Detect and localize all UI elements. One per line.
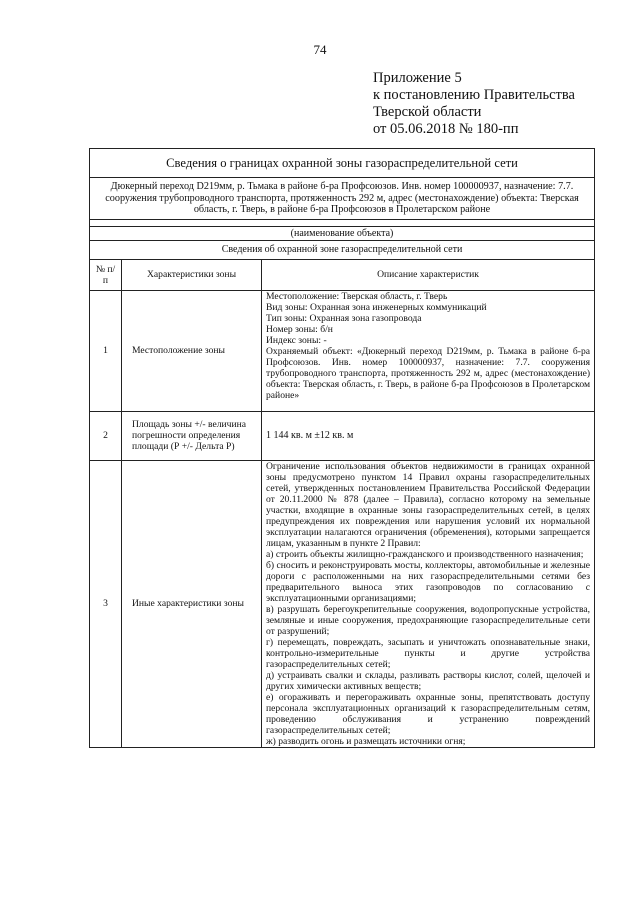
object-description: Дюкерный переход D219мм, р. Тьмака в районе б-ра Профсоюзов. Инв. номер 100000937, назначение: 7.7. сооружения трубопроводного транспорта, протяженность 292 м, адрес (местонахождение) объекта: Тверская область, г. Тверь, в районе б-ра Профсоюзов в Пролетарском районе <box>90 178 595 220</box>
column-header-description: Описание характеристик <box>262 259 595 290</box>
table-row <box>90 411 595 460</box>
row-number: 3 <box>90 460 122 747</box>
description-line: Индекс зоны: - <box>266 334 327 346</box>
appendix-line: Приложение 5 <box>373 70 462 86</box>
zone-info-header: Сведения об охранной зоне газораспределительной сети <box>90 240 595 259</box>
description-line: е) огораживать и перегораживать охранные зоны, препятствовать доступу персонала эксплуатационных организаций к газораспределительным сетям, проведению обслуживания и устранению повреждений газораспределительных сетей; <box>266 691 591 736</box>
object-caption: (наименование объекта) <box>90 226 595 240</box>
appendix-line: Тверской области <box>373 104 482 120</box>
description-line: Местоположение: Тверская область, г. Тверь <box>266 290 448 302</box>
description-line: Ограничение использования объектов недвижимости в границах охранной зоны предусмотрено пунктом 14 Правил охраны газораспределительных сетей, утвержденных постановлением Правительства Российской Федерации от 20.11.2000 № 878 (далее – Правила), согласно которому на земельные участки, входящие в охранные зоны газораспределительных сетей, в целях предупреждения их повреждения или нарушения условий их нормальной эксплуатации налагаются ограничения (обременения), которыми запрещается лицам, указанным в пункте 2 Правил: <box>266 460 591 549</box>
description-line: Вид зоны: Охранная зона инженерных коммуникаций <box>266 301 487 313</box>
description-line: г) перемещать, повреждать, засыпать и уничтожать опознавательные знаки, контрольно-измерительные пункты и другие устройства газораспределительных сетей; <box>266 636 591 670</box>
row-characteristic: Иные характеристики зоны <box>122 460 262 747</box>
row-number: 1 <box>90 290 122 411</box>
description-line: Охраняемый объект: «Дюкерный переход D219мм, р. Тьмака в районе б-ра Профсоюзов. Инв. номер 100000937, назначение: 7.7. сооружения трубопроводного транспорта, протяженность 292 м, адрес (местонахождение) объекта: Тверская область, г. Тверь, в районе б-ра Профсоюзов в Пролетарском районе» <box>266 345 591 401</box>
zone-table <box>89 148 595 748</box>
table-row <box>90 290 595 411</box>
description-line: в) разрушать берегоукрепительные сооружения, водопропускные устройства, земляные и иные сооружения, предохраняющие газораспределительные сети от разрушений; <box>266 603 591 637</box>
description-line: б) сносить и реконструировать мосты, коллекторы, автомобильные и железные дороги с расположенными на них газораспределительными сетями без предварительного выноса этих газопроводов по согласованию с эксплуатационными организациями; <box>266 559 591 604</box>
table-row <box>90 460 595 747</box>
description-line: Номер зоны: б/н <box>266 323 333 335</box>
description-line: а) строить объекты жилищно-гражданского и производственного назначения; <box>266 548 584 560</box>
table-title: Сведения о границах охранной зоны газораспределительной сети <box>90 149 595 178</box>
description-line: Тип зоны: Охранная зона газопровода <box>266 312 422 324</box>
appendix-header <box>373 70 575 138</box>
row-description: 1 144 кв. м ±12 кв. м <box>262 411 595 460</box>
appendix-line: к постановлению Правительства <box>373 87 575 103</box>
row-number: 2 <box>90 411 122 460</box>
row-characteristic: Площадь зоны +/- величина погрешности определения площади (Р +/- Дельта Р) <box>122 411 262 460</box>
column-header-num: № п/п <box>90 259 122 290</box>
row-characteristic: Местоположение зоны <box>122 290 262 411</box>
column-header-characteristic: Характеристики зоны <box>122 259 262 290</box>
page-number: 74 <box>313 42 327 57</box>
blank-row <box>90 219 595 226</box>
description-line: д) устраивать свалки и склады, разливать растворы кислот, солей, щелочей и других химически активных веществ; <box>266 669 591 692</box>
appendix-line: от 05.06.2018 № 180-пп <box>373 121 519 137</box>
row-description <box>262 290 595 411</box>
description-line: ж) разводить огонь и размещать источники огня; <box>266 735 466 747</box>
row-description <box>262 460 595 747</box>
